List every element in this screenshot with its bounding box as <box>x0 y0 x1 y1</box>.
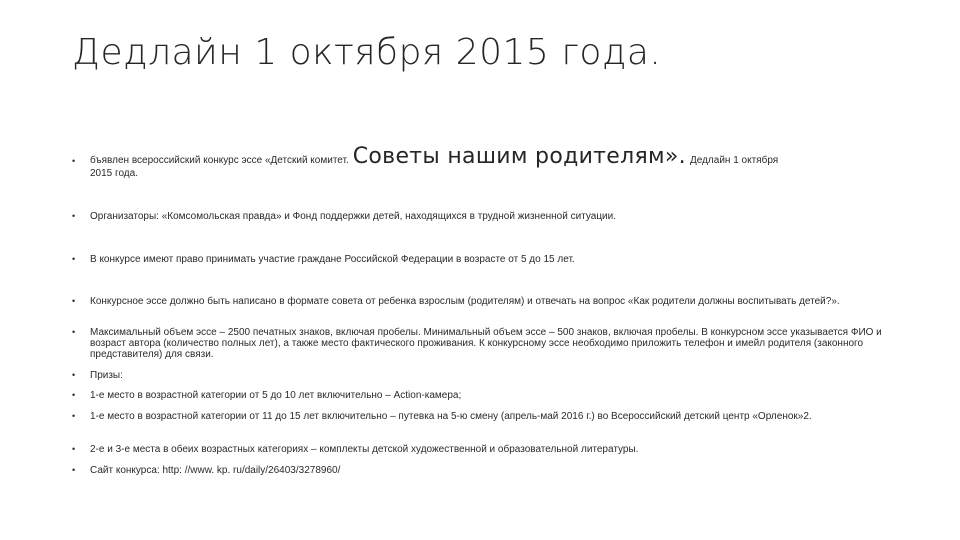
announcement-second-line: 2015 года. <box>90 168 138 179</box>
contest-site-text: Сайт конкурса: http: //www. kp. ru/daily/26403/3278960/ <box>90 465 341 476</box>
list-item-prize-first-older <box>72 411 892 422</box>
bullet-icon: • <box>72 296 76 306</box>
bullet-icon: • <box>72 327 76 337</box>
bullet-icon: • <box>72 390 76 400</box>
bullet-icon: • <box>72 370 76 380</box>
list-item-prize-second-third <box>72 444 892 455</box>
announcement-small-before: бъявлен всероссийский конкурс эссе «Детский комитет. <box>90 155 349 166</box>
bullet-icon: • <box>72 156 76 166</box>
list-item-text: Организаторы: «Комсомольская правда» и Фонд поддержки детей, находящихся в трудной жизненной ситуации. <box>90 211 617 222</box>
bullet-icon: • <box>72 254 76 264</box>
list-item-format <box>72 296 892 307</box>
list-item-text: Конкурсное эссе должно быть написано в формате совета от ребенка взрослым (родителям) и отвечать на вопрос «Как родители должны воспитывать детей?». <box>90 296 840 307</box>
list-item-text: Максимальный объем эссе – 2500 печатных знаков, включая пробелы. Минимальный объем эссе – 500 знаков, включая пробелы. В конкурсном эссе указывается ФИО и возраст автора (количество полных лет), а также место фактического проживания. К конкурсному эссе необходимо приложить телефон и имейл родителя (законного представителя) для связи. <box>90 327 882 360</box>
announcement-first-line <box>90 146 892 168</box>
list-item-organizers <box>72 211 892 222</box>
list-item-text: В конкурсе имеют право принимать участие граждане Российской Федерации в возрасте от 5 до 15 лет. <box>90 254 575 265</box>
bullet-icon: • <box>72 465 76 475</box>
list-item-text <box>90 146 892 179</box>
slide-title: Дедлайн 1 октября 2015 года. <box>72 32 662 73</box>
bullet-icon: • <box>72 211 76 221</box>
announcement-small-after: Дедлайн 1 октября <box>689 155 779 166</box>
announcement-big-text: Советы нашим родителям». <box>352 144 686 169</box>
bullet-icon: • <box>72 411 76 421</box>
list-item-text: 2-е и 3-е места в обеих возрастных категориях – комплекты детской художественной и образовательной литературы. <box>90 444 639 455</box>
list-item-volume <box>72 327 892 360</box>
list-item-announcement <box>72 146 892 179</box>
list-item-prizes-heading <box>72 370 892 381</box>
list-item-contest-site <box>72 465 892 476</box>
list-item-eligibility <box>72 254 892 265</box>
bullet-icon: • <box>72 444 76 454</box>
list-item-prize-first-younger <box>72 390 892 401</box>
list-item-text: Призы: <box>90 370 123 381</box>
list-item-text: 1-е место в возрастной категории от 5 до 10 лет включительно – Action-камера; <box>90 390 462 401</box>
list-item-text: 1-е место в возрастной категории от 11 до 15 лет включительно – путевка на 5-ю смену (апрель-май 2016 г.) во Всероссийский детский центр «Орленок»2. <box>90 411 812 422</box>
